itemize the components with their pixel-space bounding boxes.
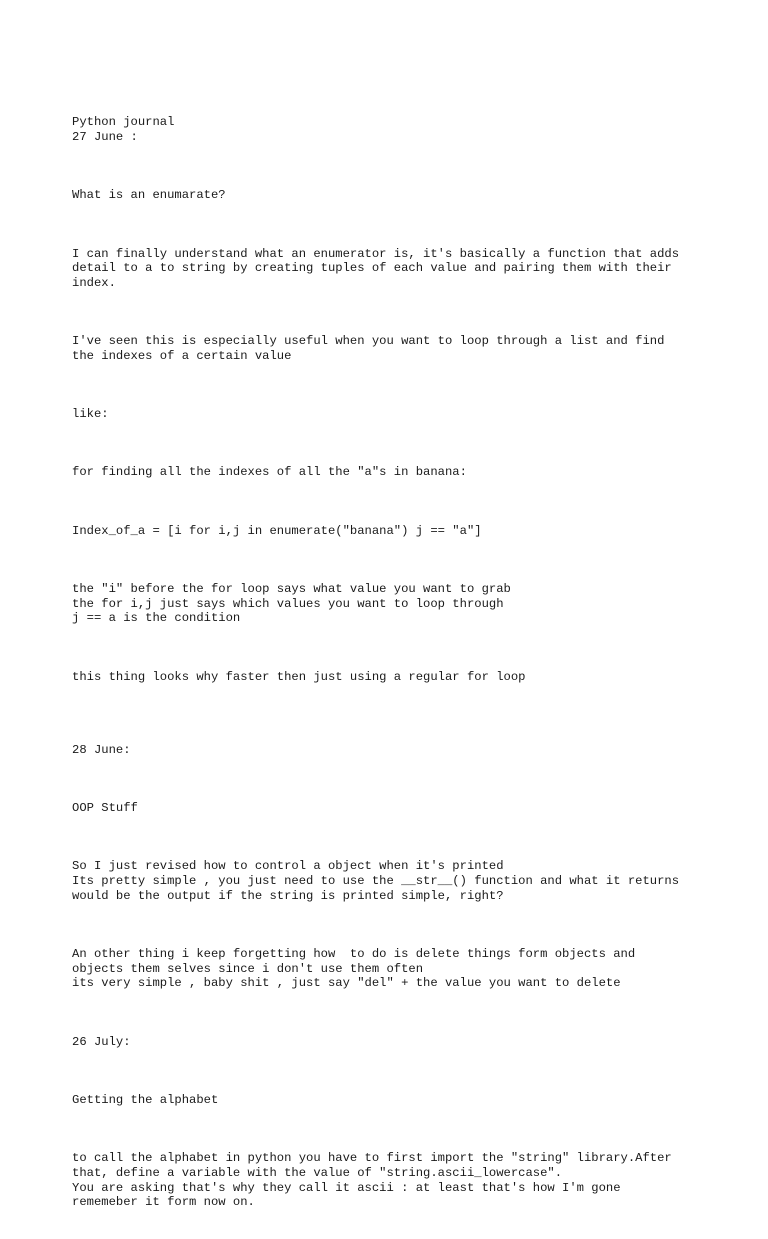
entry2-paragraph-1: So I just revised how to control a object when it's printed Its pretty simple , you just need to use the __str__() function and what it returns would be the output if the string is printed simple, right? — [72, 859, 680, 903]
entry1-paragraph-5: the "i" before the for loop says what value you want to grab the for i,j just says which values you want to loop through j == a is the condition — [72, 582, 511, 626]
entry1-paragraph-1: I can finally understand what an enumerator is, it's basically a function that adds detail to a to string by creating tuples of each value and pairing them with their index. — [72, 246, 680, 290]
entry2-paragraph-2: An other thing i keep forgetting how to do is delete things form objects and objects them selves since i don't use them often its very simple , baby shit , just say "del" + the value you want to delete — [72, 947, 636, 991]
journal-title-block: Python journal 27 June : — [72, 115, 175, 144]
entry1-heading: What is an enumarate? — [72, 188, 226, 203]
entry1-paragraph-6: this thing looks why faster then just using a regular for loop — [72, 669, 526, 684]
entry1-paragraph-4: for finding all the indexes of all the "a"s in banana: — [72, 465, 467, 480]
entry2-heading: OOP Stuff — [72, 801, 138, 816]
entry1-code-line: Index_of_a = [i for i,j in enumerate("banana") j == "a"] — [72, 523, 482, 538]
entry3-paragraph-1: to call the alphabet in python you have to first import the "string" library.After that, define a variable with the value of "string.ascii_lowercase". You are asking that's why they call it ascii : at least that's how I'm gone rememeber it form now on. — [72, 1151, 672, 1210]
entry3-date: 26 July: — [72, 1034, 131, 1049]
entry1-paragraph-3: like: — [72, 407, 109, 422]
journal-body — [72, 86, 722, 1239]
entry2-date: 28 June: — [72, 742, 131, 757]
entry1-paragraph-2: I've seen this is especially useful when you want to loop through a list and find the indexes of a certain value — [72, 334, 665, 363]
entry3-heading: Getting the alphabet — [72, 1092, 219, 1107]
